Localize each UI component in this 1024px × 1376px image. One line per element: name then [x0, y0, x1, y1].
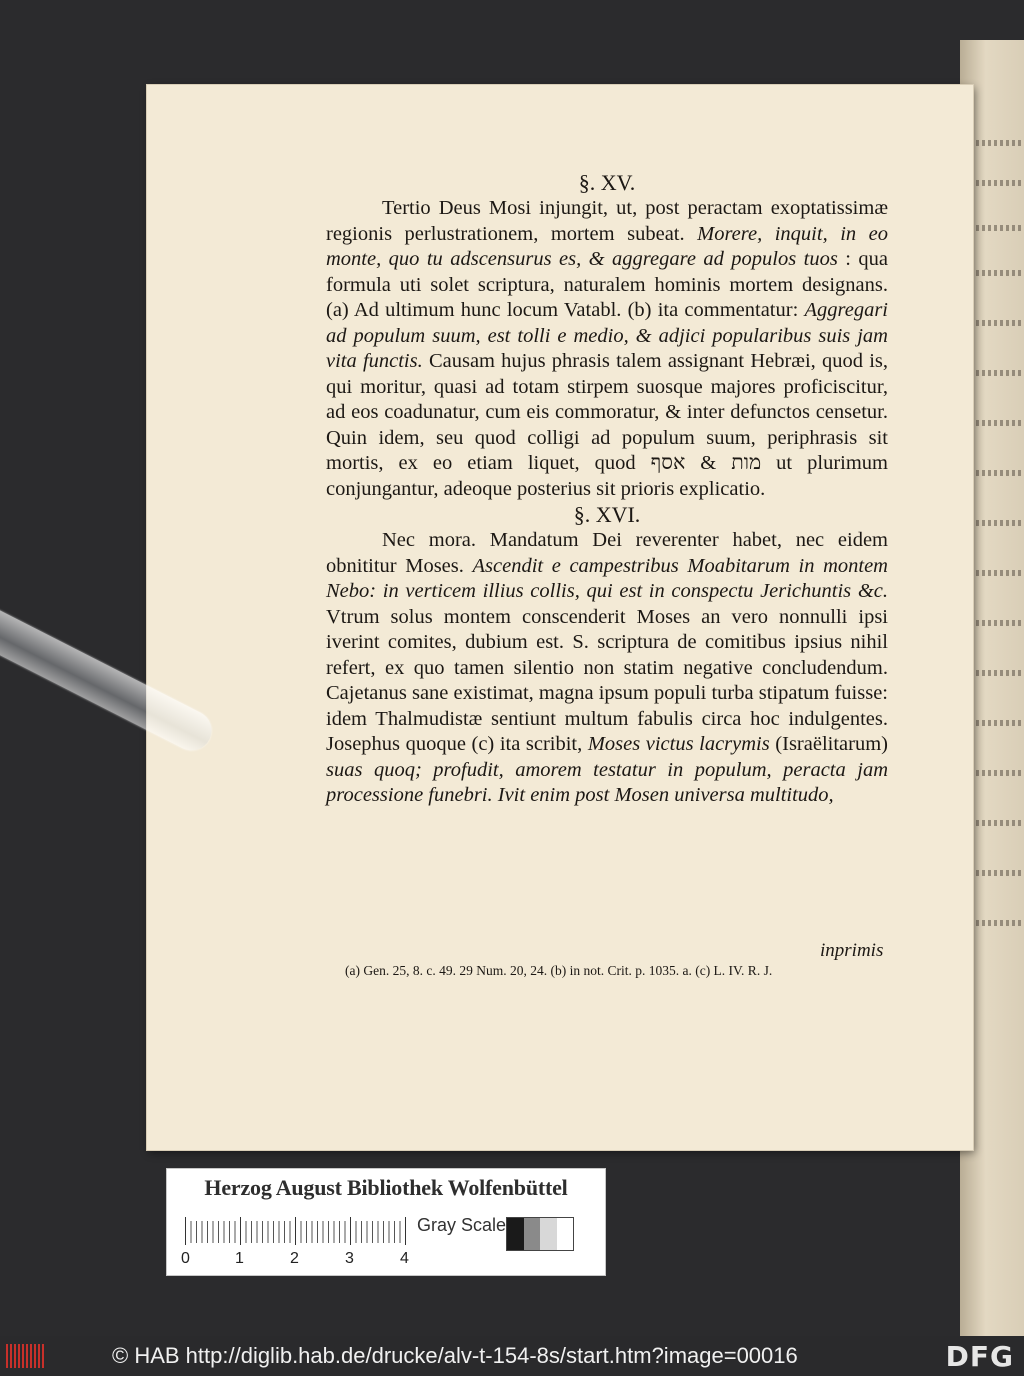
- gray-scale-label: Gray Scale: [417, 1215, 507, 1235]
- ruler-major-tick: [185, 1217, 186, 1245]
- paragraph-xv: Tertio Deus Mosi injungit, ut, post peractam exoptatissimæ regionis perlustrationem, mortem subeat. Morere, inquit, in eo monte, quo tu adscensurus es, & aggregare ad populos tuos : qua formula uti solet scriptura, naturalem hominis mortem designans. (a) Ad ultimum hunc locum Vatabl. (b) ita commentatur: Aggregari ad populum suum, est tolli e medio, & adjici popularibus suis jam vita functis. Causam hujus phrasis talem assignant Hebræi, quod is, qui moritur, quasi ad totam stirpem suosque majores proficiscitur, ad eos coadunatur, cum eis commoratur, & inter defunctos censetur. Quin idem, seu quod colligi ad populum suum, periphrasis sit mortis, ex eo etiam liquet, quod מות & אסף ut plurimum conjungantur, adeoque posterius sit prioris explicatio.: [326, 197, 889, 500]
- section-heading-xv: §. XV.: [578, 170, 636, 195]
- ruler-number: 2: [290, 1250, 299, 1267]
- viewer-footer: [0, 1336, 1024, 1376]
- ruler-major-tick: [350, 1217, 351, 1245]
- paragraph-xvi: Nec mora. Mandatum Dei reverenter habet, nec eidem obnititur Moses. Ascendit e campestribus Moabitarum in montem Nebo: in verticem illius collis, qui est in conspectu Jerichuntis &c. Vtrum solus montem conscenderit Moses an vero nonnulli ipsi iverint comites, dubium est. S. scriptura de comitibus ipsius nihil refert, ex quo tamen silentio non statim negative concludendum. Cajetanus sane existimat, magna ipsum populi turba stipatum fuisse: idem Thalmudistæ sentiunt multum fabulis circa hoc indulgentes. Josephus quoque (c) ita scribit, Moses victus lacrymis (Israëlitarum) suas quoq; profudit, amorem testatur in populum, peracta jam processione funebri. Ivit enim post Mosen universa multitudo,: [326, 529, 888, 806]
- footnotes: (a) Gen. 25, 8. c. 49. 29 Num. 20, 24. (b) in not. Crit. p. 1035. a. (c) L. IV. R. J.: [345, 963, 773, 978]
- library-name: Herzog August Bibliothek Wolfenbüttel: [204, 1175, 568, 1200]
- ruler-major-tick: [405, 1217, 406, 1245]
- ruler-major-tick: [295, 1217, 296, 1245]
- ruler-major-tick: [240, 1217, 241, 1245]
- ruler-number: 1: [235, 1250, 244, 1267]
- ruler-number: 4: [400, 1250, 409, 1267]
- catchword: inprimis: [820, 940, 884, 961]
- page-text: [326, 170, 888, 809]
- ruler-number: 3: [345, 1250, 354, 1267]
- color-scale-card: [166, 1168, 606, 1276]
- gray-swatch: [557, 1218, 574, 1250]
- gray-swatch: [524, 1218, 541, 1250]
- ruler-number: 0: [181, 1250, 190, 1267]
- copyright-url[interactable]: © HAB http://diglib.hab.de/drucke/alv-t-154-8s/start.htm?image=00016: [112, 1343, 798, 1368]
- section-heading-xvi: §. XVI.: [573, 502, 641, 527]
- hab-logo-icon: [6, 1344, 44, 1368]
- gray-swatch: [540, 1218, 557, 1250]
- gray-scale-swatches: [506, 1217, 574, 1251]
- gray-swatch: [507, 1218, 524, 1250]
- dfg-logo: DFG: [945, 1340, 1014, 1373]
